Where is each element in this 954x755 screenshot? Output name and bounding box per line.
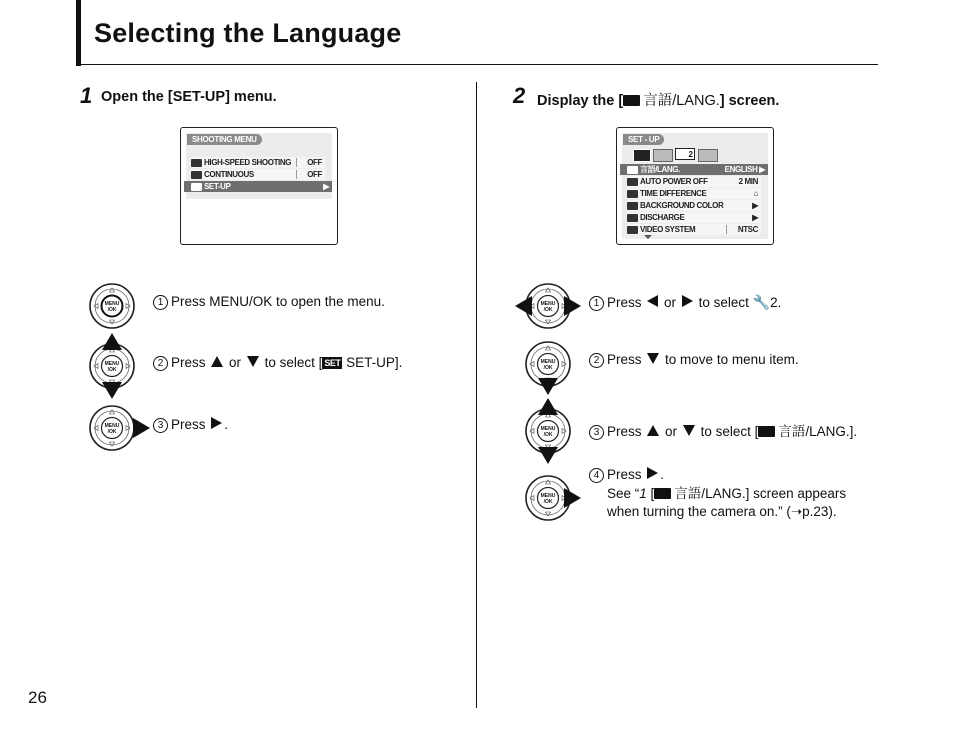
menu-row-continuous: CONTINUOUS OFF	[191, 169, 325, 180]
down-arrow-icon	[538, 447, 558, 464]
menu-row-discharge: DISCHARGE ▶	[627, 212, 761, 223]
column-divider	[476, 82, 477, 708]
menu-row-auto-power-off: AUTO POWER OFF 2 MIN	[627, 176, 761, 187]
controller-pad-up-down	[84, 331, 140, 401]
menu-row-setup: SET-UP ▶	[184, 181, 332, 192]
note-step-reference: 1	[639, 486, 647, 501]
video-icon	[627, 226, 638, 234]
right-triangle-icon	[682, 295, 693, 307]
title-accent-bar	[76, 0, 81, 66]
language-icon	[654, 488, 671, 499]
up-arrow-icon	[102, 333, 122, 350]
setup-tab-1-icon	[653, 149, 673, 162]
menu-row-time-difference: TIME DIFFERENCE ⌂	[627, 188, 761, 199]
controller-pad-right	[520, 470, 582, 526]
step-1-number: 1	[80, 83, 93, 108]
menu-row-video-system: VIDEO SYSTEM NTSC	[627, 224, 761, 235]
up-arrow-icon	[538, 398, 558, 415]
down-triangle-icon	[247, 356, 259, 367]
step-1-instruction-2: 2 Press or to select [ SET SET-UP].	[153, 355, 402, 371]
right-arrow-icon	[564, 296, 581, 316]
up-triangle-icon	[211, 356, 223, 367]
shooting-menu-screen	[180, 127, 338, 245]
controller-pad-menu-ok	[84, 278, 140, 334]
power-icon	[627, 178, 638, 186]
page-title: Selecting the Language	[94, 18, 402, 48]
down-arrow-icon	[538, 378, 558, 395]
controller-pad-right	[84, 400, 154, 456]
battery-icon	[627, 214, 638, 222]
step-2-instruction-4: 4 Press .	[589, 467, 664, 483]
title-rule	[76, 64, 878, 65]
setup-tab-3-icon	[698, 149, 718, 162]
palette-icon	[627, 202, 638, 210]
screen-tag: SET - UP	[623, 134, 664, 145]
screen-tag: SHOOTING MENU	[187, 134, 262, 145]
controller-pad-left-right	[513, 278, 583, 334]
step-2-number: 2	[513, 83, 526, 108]
step-1-title: Open the [SET-UP] menu.	[101, 89, 277, 105]
setup-tab-2-icon: 2	[675, 148, 695, 160]
setup-menu-screen	[616, 127, 774, 245]
step-1-instruction-1: 1 Press MENU/OK to open the menu.	[153, 294, 385, 310]
right-arrow-icon	[564, 488, 581, 508]
step-2-instruction-1: 1 Press or to select 🔧2.	[589, 294, 781, 311]
clock-icon	[627, 190, 638, 198]
down-triangle-icon	[683, 425, 695, 436]
menu-row-background-color: BACKGROUND COLOR ▶	[627, 200, 761, 211]
language-icon	[627, 166, 638, 174]
menu-row-high-speed: HIGH-SPEED SHOOTING OFF	[191, 157, 325, 168]
step-1-instruction-3: 3 Press .	[153, 417, 228, 433]
controller-pad-up-down	[520, 396, 576, 466]
left-arrow-icon	[515, 296, 532, 316]
high-speed-icon	[191, 159, 202, 167]
language-icon	[623, 95, 640, 106]
step-2-title: Display the [ 言語/LANG.] screen.	[537, 93, 780, 109]
step-2-instruction-2: 2 Press to move to menu item.	[589, 352, 799, 368]
scroll-down-icon	[644, 235, 652, 239]
down-arrow-icon	[102, 382, 122, 399]
language-icon	[758, 426, 775, 437]
down-triangle-icon	[647, 353, 659, 364]
right-triangle-icon	[211, 417, 222, 429]
left-triangle-icon	[647, 295, 658, 307]
setup-badge-icon: SET	[324, 358, 341, 368]
wrench-icon: 🔧	[752, 294, 771, 310]
camera-tab-icon	[633, 149, 651, 162]
controller-pad-down	[520, 336, 576, 396]
menu-row-language: 言語/LANG. ENGLISH ▶	[620, 164, 768, 175]
step-2-instruction-3: 3 Press or to select [ 言語/LANG.].	[589, 420, 857, 440]
right-triangle-icon	[647, 467, 658, 479]
step-2-note: See “1 [ 言語/LANG.] screen appears when turning the camera on.” (➝p.23).	[607, 486, 847, 519]
right-arrow-icon	[133, 418, 150, 438]
continuous-icon	[191, 171, 202, 179]
page-number: 26	[28, 688, 47, 707]
setup-icon	[191, 183, 202, 191]
up-triangle-icon	[647, 425, 659, 436]
